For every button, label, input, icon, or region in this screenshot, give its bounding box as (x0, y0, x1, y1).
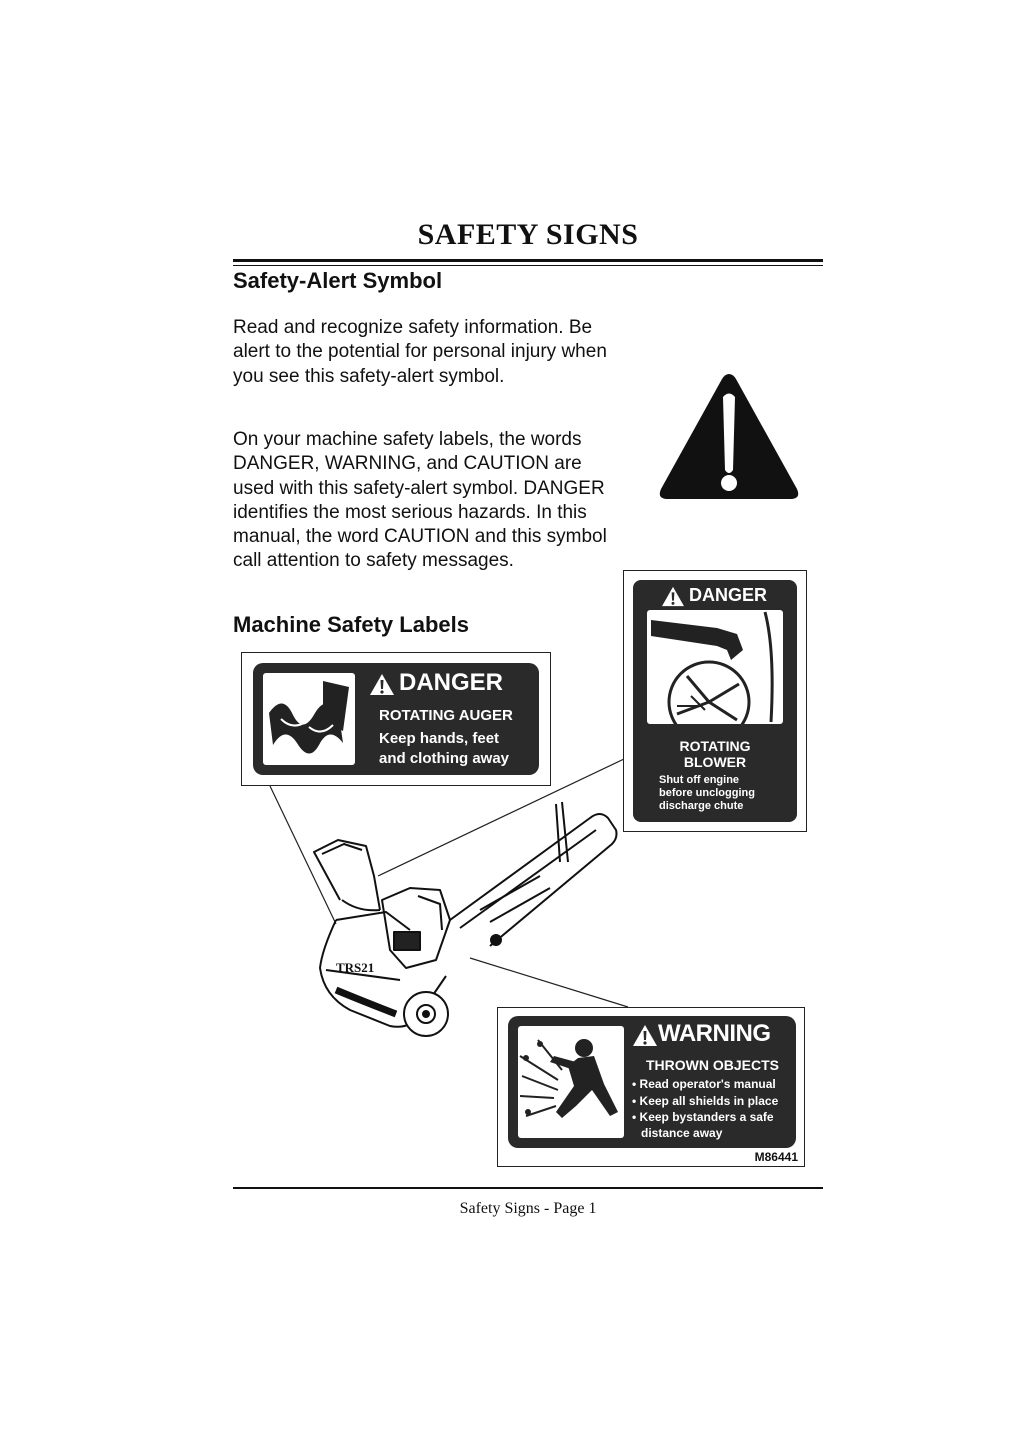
blower-line-2: before unclogging (659, 787, 755, 799)
thrown-bullet-3: • Keep bystanders a safe (632, 1110, 774, 1124)
alert-paragraph-1: Read and recognize safety information. Be alert to the potential for personal injury when you see this safety-alert symbol. (233, 317, 607, 387)
thrown-bullet-4: distance away (641, 1126, 723, 1140)
page-footer: Safety Signs - Page 1 (459, 1200, 597, 1217)
labels-section-heading: Machine Safety Labels (233, 612, 469, 637)
footer-rule (233, 1187, 823, 1189)
blower-danger-label (623, 570, 807, 832)
auger-alert-icon (369, 673, 395, 696)
blower-signal-word: DANGER (689, 585, 768, 605)
blower-line-3: discharge chute (659, 800, 744, 812)
auger-line-2: and clothing away (379, 750, 510, 767)
thrown-hazard: THROWN OBJECTS (646, 1057, 779, 1073)
thrown-sign-plate (508, 1016, 796, 1148)
blower-alert-icon (661, 586, 685, 607)
auger-sign-plate (253, 663, 539, 775)
alert-paragraph-2: On your machine safety labels, the words DANGER, WARNING, and CAUTION are used with this safety-alert symbol. DANGER identifies the most serious hazards. In this manual, the word CAUTION and this symbol call attention to safety messages. (233, 429, 607, 572)
figure-id: M86441 (754, 1150, 798, 1164)
thrown-alert-icon (632, 1024, 658, 1047)
auger-hazard: ROTATING AUGER (379, 707, 513, 724)
auger-line-1: Keep hands, feet (379, 730, 500, 747)
thrown-bullet-1: • Read operator's manual (632, 1077, 776, 1091)
blower-sign-plate (633, 580, 797, 822)
blower-hazard-line-1: ROTATING (679, 738, 751, 754)
hand-in-blower-icon (647, 610, 783, 724)
thrown-signal-word: WARNING (658, 1020, 771, 1047)
auger-signal-word: DANGER (399, 669, 504, 696)
machine-model-label: TRS21 (336, 960, 375, 975)
thrown-objects-warning-label (497, 1007, 805, 1167)
alert-section-heading: Safety-Alert Symbol (233, 268, 443, 293)
blower-line-1: Shut off engine (659, 774, 740, 786)
thrown-bullet-2: • Keep all shields in place (632, 1094, 779, 1108)
blower-hazard-line-2: BLOWER (683, 754, 747, 770)
thrown-objects-person-icon (518, 1026, 624, 1138)
auger-danger-label (241, 652, 551, 786)
rotating-auger-icon (263, 673, 355, 765)
snow-thrower-icon (300, 800, 630, 1040)
page-title: SAFETY SIGNS (417, 218, 639, 251)
